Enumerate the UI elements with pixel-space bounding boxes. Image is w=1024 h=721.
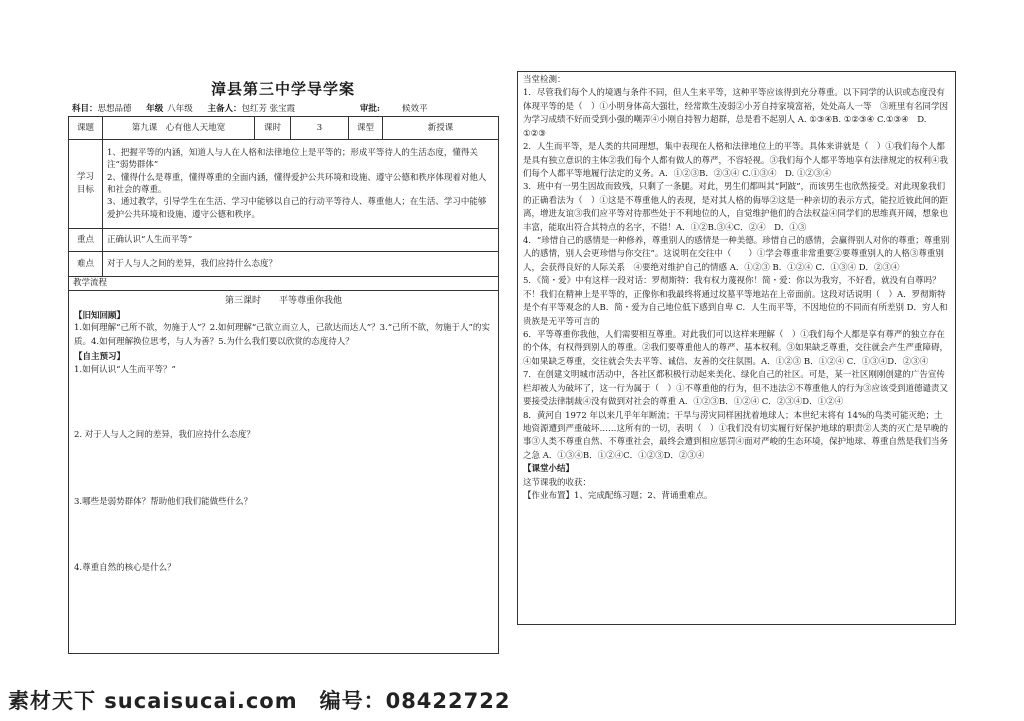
topic-value: 第九课 心有他人天地宽 <box>103 117 255 140</box>
period-label: 课时 <box>255 117 291 140</box>
preview-head: 【自主预习】 <box>74 351 126 362</box>
right-panel <box>517 71 956 625</box>
preparer-label: 主备人： <box>207 104 242 114</box>
test-heading: 当堂检测： <box>523 75 566 85</box>
review-head: 【旧知回顾】 <box>74 311 126 322</box>
lesson-table <box>68 116 499 654</box>
goal-item: 2、懂得什么是尊重，懂得尊重的全面内涵，懂得爱护公共环境和设施、遵守公德和秩序体现着对他人和社会的尊重。 <box>107 172 487 195</box>
section-title: 第三课时 平等尊重你我他 <box>224 296 342 306</box>
test-item: 1．尽管我们每个人的境遇与条件不同，但人生来平等，这种平等应该得到充分尊重。以下同学的认识或态度没有体现平等的是（ ）①小明身体高大强壮，经常欺生凌弱②小芳自持家境富裕，处处高人一等 ③班里有名同学因为学习成绩不好而受到小强的嘲弄④小刚自持智力超群，总是看不起别人 A. ①③④B. ①②③④ C.①③④ D. ①②③ <box>523 88 949 139</box>
test-item: 2．人生而平等，是人类的共同理想，集中表现在人格和法律地位上的平等。具体来讲就是（ ）①我们每个人都是具有独立意识的主体②我们每个人都有做人的尊严，不容轻视。③我们每个人都平等地享有法律规定的权利④我们每个人都平等地履行法定的义务。A．①②③B．②③④ C.①③④ D. ①②③④ <box>523 142 949 179</box>
goal-item: 3、通过教学，引导学生在生活、学习中能够以自己的行动平等待人、尊重他人；在生活、学习中能够爱护公共环境和设施、遵守公德和秩序。 <box>107 197 487 220</box>
subject-line <box>72 102 498 114</box>
review-label: 审批: <box>359 104 381 114</box>
preview-question: 3.哪些是弱势群体？帮助他们我们能做些什么？ <box>74 496 253 507</box>
goal-item: 1、把握平等的内涵，知道人与人在人格和法律地位上是平等的；形成平等待人的生活态度，懂得关注“弱势群体” <box>107 148 478 171</box>
difficult-row <box>69 252 499 277</box>
key-label: 重点 <box>69 229 103 252</box>
type-label: 课型 <box>349 117 383 140</box>
period-value: 3 <box>291 117 349 140</box>
doc-title: 漳县第三中学导学案 <box>210 80 355 98</box>
difficult-value: 对于人与人之间的差异，我们应持什么态度？ <box>103 252 499 277</box>
homework: 【作业布置】1、完成配练习题；2、背诵重难点。 <box>523 491 713 502</box>
review-text: 1.如何理解“己所不欲，勿施于人”？2.如何理解“己欲立而立人，己欲达而达人”？3.“己所不欲，勿施于人”的实质。4.如何理解换位思考，与人为善？5.为什么我们要以欣赏的态度待人？ <box>74 323 490 347</box>
preview-question: 4.尊重自然的核心是什么？ <box>74 563 176 574</box>
summary-text: 这节课我的收获： <box>523 477 592 488</box>
topic-label: 课题 <box>69 117 103 140</box>
watermark-banner <box>0 681 1024 721</box>
preview-question: 1.如何认识“人生而平等？” <box>74 365 176 376</box>
preparer-value: 包红芳 张宝霞 <box>241 104 296 114</box>
goals-row <box>69 140 499 229</box>
watermark-text: 素材天下 sucaisucai.com 编号：08422722 <box>8 689 511 713</box>
grade-label: 年级 <box>146 104 164 114</box>
test-item: 4．“珍惜自己的感情是一种修养，尊重别人的感情是一种美德。珍惜自己的感情，会赢得别人对你的尊重；尊重别人的感情，别人会更珍惜与你交往”。这说明在交往中（ ）①学会尊重非常重要②要尊重别人的人格③尊重别人，会获得良好的人际关系 ④要绝对维护自己的情感 A．①②③ B．①②④ C．①③④ D．②③④ <box>523 236 950 273</box>
test-item: 8．黄河自 1972 年以来几乎年年断流；干旱与涝灾同样困扰着地球人；本世纪末将有 14%的鸟类可能灭绝；土地资源遭到严重破坏……这所有的一切，表明（ ）①我们没有切实履行好保护地球的职责②人类的灭亡是早晚的事③人类不尊重自然、不尊重社会，最终会遭到相应惩罚④面对严峻的生态环境，保护地球、尊重自然是我们当务之急 A．①③④B．①②④C．①②③D．②③④ <box>523 410 949 461</box>
preview-question: 2. 对于人与人之间的差异，我们应持什么态度？ <box>74 429 255 440</box>
left-panel <box>68 72 498 672</box>
key-value: 正确认识“人生而平等” <box>103 229 499 252</box>
flow-label-row <box>69 277 499 291</box>
test-item: 3．班中有一男生因故而致残，只剩了一条腿。对此，男生们都叫其“阿跛”，而该男生也欣然接受。对此现象我们的正确看法为（ ）①这是不尊重他人的表现，是对其人格的侮辱②这是一种亲切的表示方式，能拉近彼此间的距离，增进友谊③我们应平等对待那些处于不利地位的人，自觉维护他们的合法权益④同学们的思维真开阔，想象也丰富，能取出符合其特点的名字，不错！A．①②B.③④C．②④ D．①③ <box>523 182 949 233</box>
test-item: 5．《简・爱》中有这样一段对话：罗彻斯特：我有权力蔑视你！简・爱：你以为我穷，不好看，就没有自尊吗？不！我们在精神上是平等的，正像你和我最终将通过坟墓平等地站在上帝面前。这段对话说明（ ）A．罗彻斯特是个有平等观念的人B．简・爱为自己地位低下感到自卑 C．人生而平等，不因地位的不同而有所差别 D．穷人和贵族是无平等可言的 <box>523 276 948 327</box>
difficult-label: 难点 <box>69 252 103 277</box>
grade-value: 八年级 <box>167 104 193 114</box>
flow-label: 教学流程 <box>69 277 499 291</box>
goals-list <box>103 140 499 229</box>
type-value: 新授课 <box>383 117 499 140</box>
summary-head: 【课堂小结】 <box>523 464 575 475</box>
test-item: 6．平等尊重你我他，人们需要相互尊重。对此我们可以这样来理解（ ）①我们每个人都是享有尊严的独立存在的个体，有权得到别人的尊重。②我们要尊重他人的尊严、基本权利。③如果缺乏尊重，交往就会产生严重障碍，④如果缺乏尊重，交往就会失去平等、诚信、友善的交往氛围。A．①②③ B．①②④ C．①③④D．②③④ <box>523 330 949 367</box>
subject-label: 科目： <box>72 104 98 114</box>
reviewer-value: 候效平 <box>402 104 428 114</box>
flow-row <box>69 291 499 654</box>
subject-value: 思想品德 <box>97 104 132 114</box>
topic-row <box>69 117 499 140</box>
goals-label-text: 学习目标 <box>76 172 94 195</box>
flow-content <box>69 291 499 654</box>
goals-label <box>69 140 103 229</box>
test-item: 7．在创建文明城市活动中，各社区都积极行动起来美化、绿化自己的社区。可是，某一社区刚刚创建的广告宣传栏却被人为破坏了，这一行为属于（ ）①不尊重他的行为，但不违法②不尊重他人的行为③应该受到道德谴责又要接受法律制裁④没有做到对社会的尊重 A．①②③B．①②④ C．②③④D．①②④ <box>523 370 949 408</box>
key-row <box>69 229 499 252</box>
